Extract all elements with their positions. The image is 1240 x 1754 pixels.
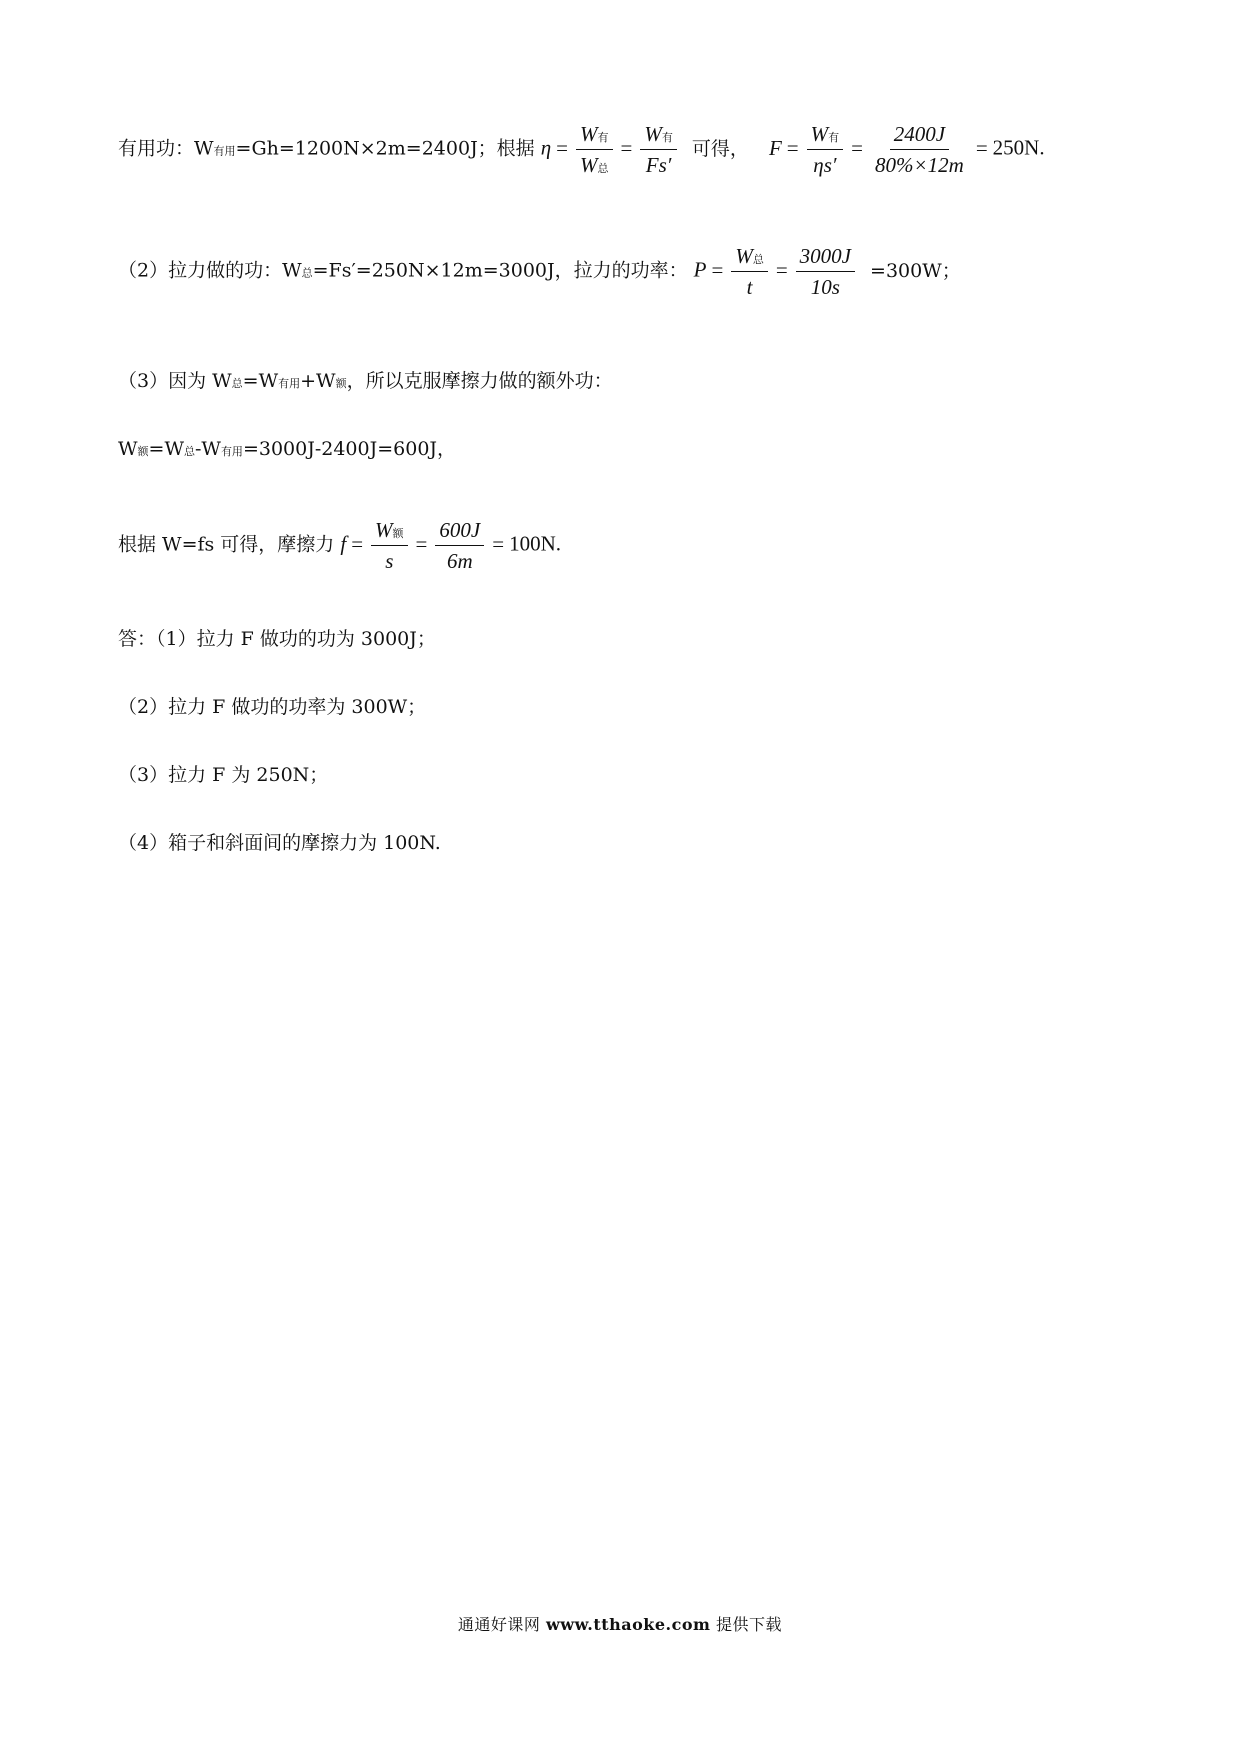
math-symbol: P: [693, 257, 707, 282]
footer-download-text: 提供下载: [716, 1615, 783, 1634]
text: W: [118, 438, 138, 460]
answer-4: （4）箱子和斜面间的摩擦力为 100N.: [118, 832, 441, 854]
fraction: $\frac{3000J}{10s}$: [796, 244, 855, 299]
text: 根据 W=fs 可得，摩擦力: [118, 533, 335, 556]
text: =Fs′=250N×12m=3000J，拉力的功率：: [312, 259, 688, 282]
extra-work-intro-line: （3）因为 W总=W有用+W额，所以克服摩擦力做的额外功：: [118, 370, 613, 392]
total-work-line: （2）拉力做的功：W总=Fs′=250N×12m=3000J，拉力的功率： P = $\frac{\text{W总}}{t}$ = $\frac{3000J}{10s}$ =300W；: [118, 244, 961, 300]
fraction: $\frac{600J}{6m}$: [435, 518, 484, 573]
math-symbol: f: [340, 531, 347, 556]
result-value: 100N.: [509, 531, 561, 556]
fraction: $\frac{\text{W有}}{\text{W总}}$: [576, 122, 613, 177]
result-value: 250N.: [992, 135, 1045, 160]
math-symbol: η: [540, 135, 552, 160]
extra-work-calc-line: W额=W总-W有用=3000J-2400J=600J，: [118, 438, 457, 460]
footer-site-name: 通通好课网: [457, 1615, 541, 1634]
text: 可得，: [691, 137, 749, 160]
fraction: $\frac{\text{W总}}{t}$: [731, 244, 768, 299]
text: （3）因为 W: [118, 370, 232, 392]
friction-line: 根据 W=fs 可得，摩擦力 f = $\frac{\text{W额}}{s}$ = $\frac{600J}{6m}$ = 100N.: [118, 518, 561, 574]
fraction: $\frac{\text{W额}}{s}$: [371, 518, 408, 573]
subscript: 总: [301, 266, 313, 280]
answer-2: （2）拉力 F 做功的功率为 300W；: [118, 696, 427, 718]
fraction: $\frac{2400J}{80\%\times 12m}$: [874, 122, 964, 178]
answer-3: （3）拉力 F 为 250N；: [118, 764, 329, 786]
text: 有用功：W: [118, 137, 214, 160]
useful-work-line: 有用功：W有用=Gh=1200N×2m=2400J；根据 η = $\frac{\text{W有}}{\text{W总}}$ = $\frac{\text{W有}}{Fs'}$ 可得， F = $\frac{\text{W有}}{\eta s'}$ = $\frac{2400J}{80\%\times 12m}$ = 250N.: [118, 122, 1045, 178]
text: =Gh=1200N×2m=2400J；根据: [235, 137, 535, 160]
text: （2）拉力做的功：W: [118, 259, 302, 282]
page-footer: [0, 1612, 1240, 1635]
math-symbol: F: [768, 135, 782, 160]
fraction: $\frac{\text{W有}}{Fs'}$: [640, 122, 677, 177]
subscript: 有用: [213, 144, 236, 158]
fraction: $\frac{\text{W有}}{\eta s'}$: [807, 122, 844, 177]
footer-url: www.tthaoke.com: [546, 1615, 711, 1634]
answer-1: 答：（1）拉力 F 做功的功为 3000J；: [118, 628, 436, 650]
result-value: =300W；: [870, 259, 961, 282]
